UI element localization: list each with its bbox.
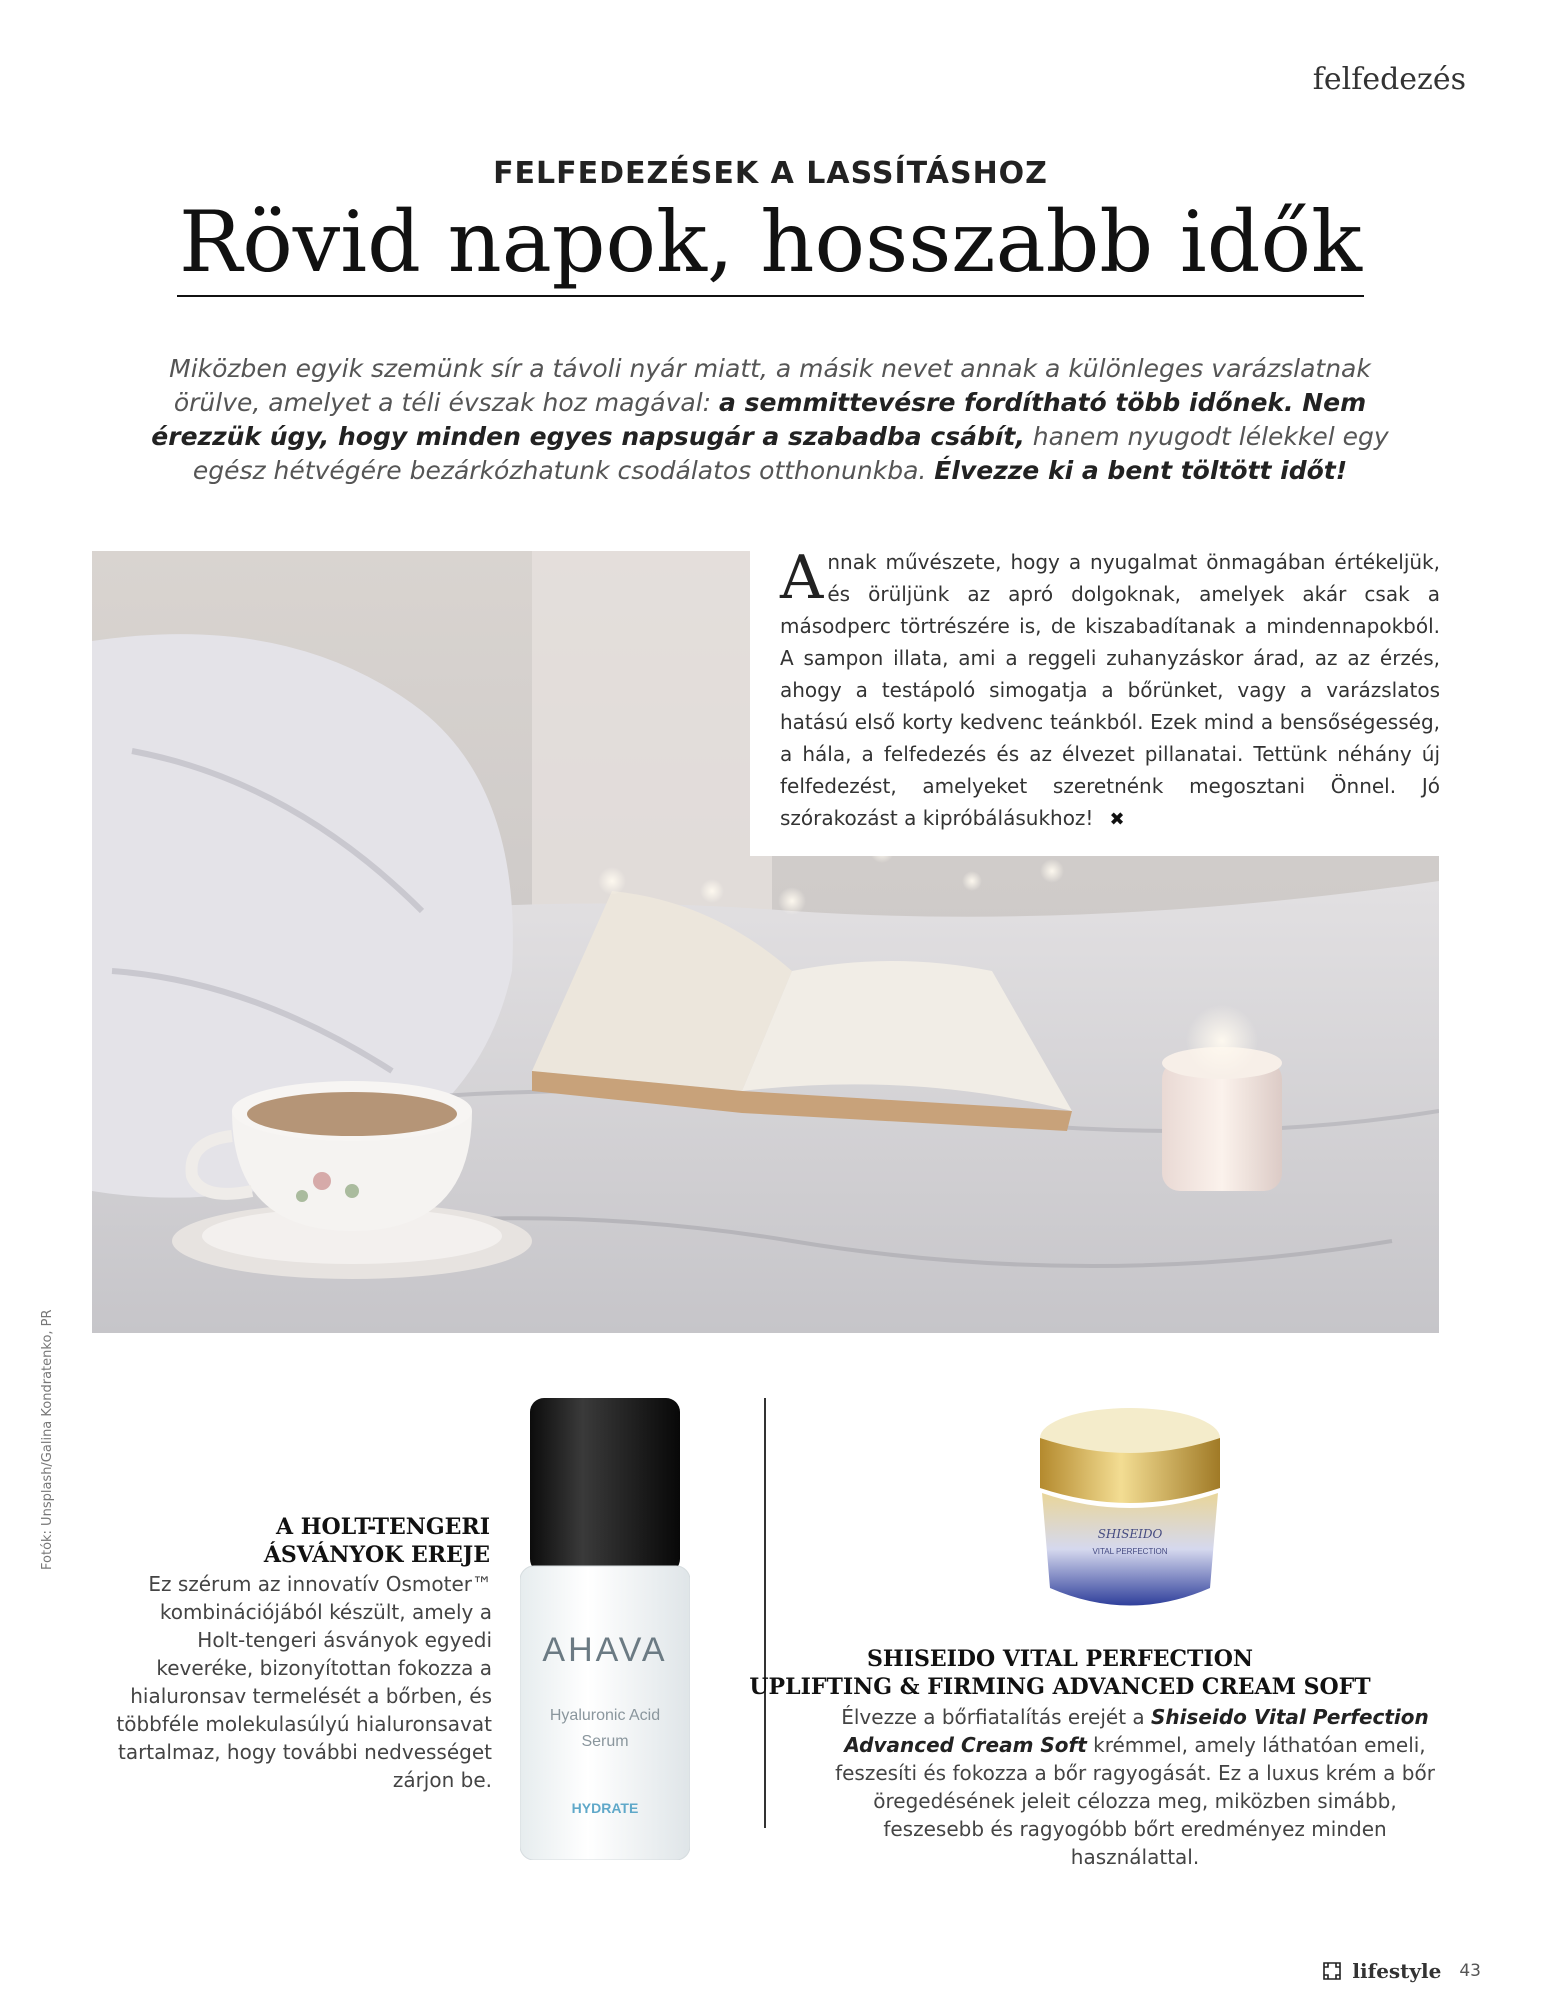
ahava-tag-text: HYDRATE xyxy=(571,1800,639,1816)
section-label: felfedezés xyxy=(1312,62,1466,97)
intro-paragraph xyxy=(780,543,1440,836)
magazine-name: lifestyle xyxy=(1352,1959,1442,1983)
product1-title xyxy=(200,1513,490,1569)
product1-description: Ez szérum az innovatív Osmoter™ kombinációjából készült, amely a Holt-tengeri ásványok egyedi keveréke, bizonyítottan fokozza a hialuronsav termelését a bőrben, és többféle molekulasúlyú hialuronsavat tartalmaz, hogy további nedvességet zárjon be. xyxy=(116,1572,492,1792)
page-number: 43 xyxy=(1459,1961,1481,1981)
product2-title-line1: SHISEIDO VITAL PERFECTION xyxy=(867,1646,1253,1672)
product2-text-pre: Élvezze a bőrfiatalítás erejét a xyxy=(841,1705,1151,1729)
product2-text-bold: Shiseido Vital Perfection Advanced Cream Soft xyxy=(844,1705,1429,1757)
product1-title-line2: ÁSVÁNYOK EREJE xyxy=(263,1542,490,1568)
product2-title xyxy=(720,1645,1400,1701)
article-kicker: FELFEDEZÉSEK A LASSÍTÁSHOZ xyxy=(493,156,1048,191)
photo-credit: Fotók: Unsplash/Galina Kondratenko, PR xyxy=(40,1309,55,1570)
page-footer xyxy=(1322,1959,1481,1983)
ahava-line2-text: Serum xyxy=(581,1733,629,1750)
column-divider xyxy=(764,1398,766,1828)
lead-bold-2: Élvezze ki a bent töltött időt! xyxy=(934,456,1348,485)
lead-paragraph xyxy=(140,352,1400,488)
shiseido-jar-image xyxy=(1030,1398,1230,1623)
lead-bold-1: a semmittevésre fordítható több időnek. Nem érezzük úgy, hogy minden egyes napsugár a szabadba csábít, xyxy=(151,388,1367,451)
article-title xyxy=(0,193,1541,291)
product1-title-line1: A HOLT-TENGERI xyxy=(276,1514,490,1540)
intro-text: nnak művészete, hogy a nyugalmat önmagában értékeljük, és örüljünk az apró dolgoknak, amelyek akár csak a másodperc törtrészére is, de kiszabadítanak a mindennapokból. A sampon illata, ami a reggeli zuhanyzáskor árad, az az érzés, ahogy a testápoló simogatja a bőrünket, vagy a varázslatos hatású első korty kedvenc teánkból. Ezek mind a bensőségesség, a hála, a felfedezés és az élvezet pillanatai. Tettünk néhány új felfedezést, amelyeket szeretnénk megosztani Önnel. Jó szórakozást a kipróbálásukhoz! xyxy=(780,550,1440,830)
drop-cap: A xyxy=(780,543,824,613)
lead-text-1: Miközben egyik szemünk sír a távoli nyár miatt, a másik nevet annak a különleges varázslatnak örülve, amelyet a téli évszak hoz magával: xyxy=(169,354,1371,417)
ahava-bottle-image xyxy=(520,1398,690,1860)
ahava-line1-text: Hyaluronic Acid xyxy=(549,1707,661,1724)
lead-text-2: hanem nyugodt lélekkel egy egész hétvégére bezárkózhatunk csodálatos otthonunkba. xyxy=(192,422,1389,485)
page-corner-icon xyxy=(1322,1961,1342,1981)
shiseido-line-text: VITAL PERFECTION xyxy=(1092,1547,1168,1556)
ahava-brand-text: AHAVA xyxy=(542,1631,668,1669)
product2-description xyxy=(830,1703,1440,1871)
shiseido-brand-text: SHISEIDO xyxy=(1097,1527,1163,1541)
article-title-text: Rövid napok, hosszabb idők xyxy=(177,193,1364,297)
end-mark-icon: ✖ xyxy=(1109,809,1125,830)
product2-text-post: krémmel, amely láthatóan emeli, feszesíti és fokozza a bőr ragyogását. Ez a luxus krém a bőr öregedésének jeleit célozza meg, miközben simább, feszesebb és ragyogóbb bőrt eredményez minden használattal. xyxy=(835,1733,1435,1869)
product2-title-line2: UPLIFTING & FIRMING ADVANCED CREAM SOFT xyxy=(749,1674,1371,1700)
